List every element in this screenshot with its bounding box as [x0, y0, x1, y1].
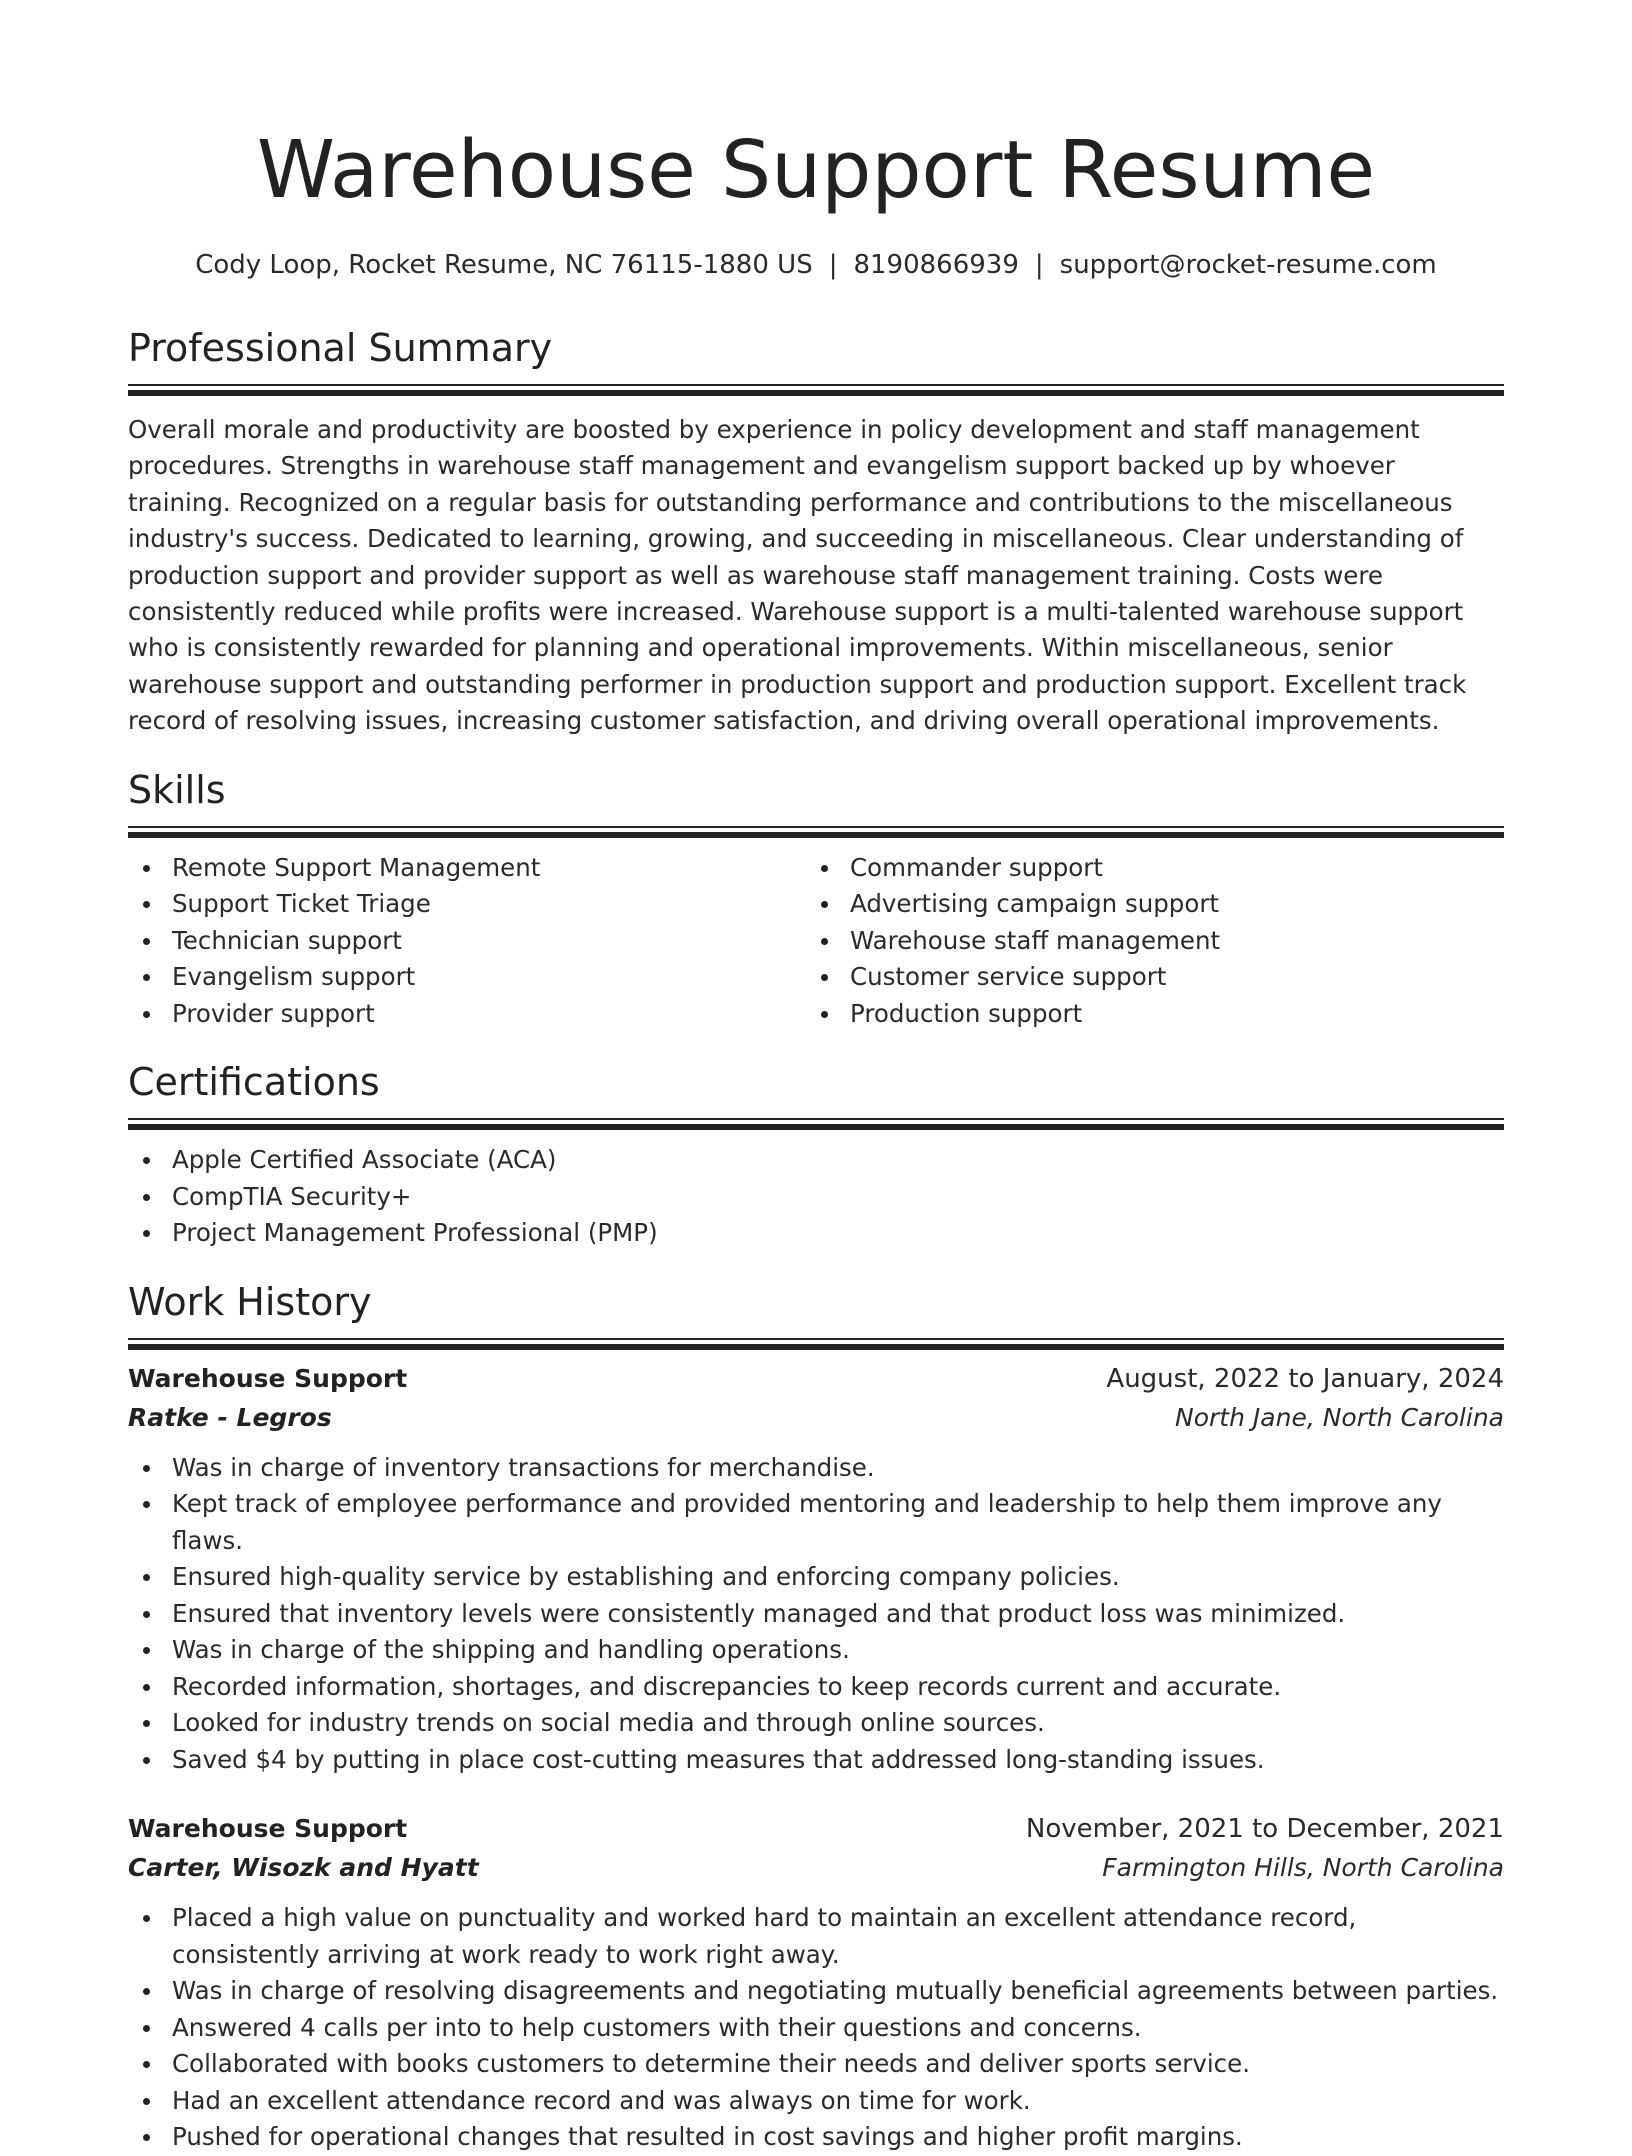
skill-item: Provider support [128, 996, 806, 1033]
summary-section [128, 324, 1504, 740]
job-bullet: Ensured that inventory levels were consistently managed and that product loss was minimized. [128, 1596, 1504, 1633]
contact-separator: | [828, 250, 838, 280]
skills-heading: Skills [128, 767, 226, 812]
skill-item: Commander support [806, 850, 1484, 887]
section-divider [128, 1338, 1504, 1348]
skill-item: Evangelism support [128, 959, 806, 996]
contact-address: Cody Loop, Rocket Resume, NC 76115-1880 US [195, 250, 813, 280]
contact-line [128, 248, 1504, 282]
skill-item: Support Ticket Triage [128, 886, 806, 923]
job-bullet: Saved $4 by putting in place cost-cutting measures that addressed long-standing issues. [128, 1742, 1504, 1779]
contact-phone: 8190866939 [853, 250, 1019, 280]
job-entry [128, 1360, 1504, 1779]
skills-grid [128, 850, 1504, 1033]
job-bullets [128, 1450, 1504, 1779]
job-bullet: Was in charge of inventory transactions for merchandise. [128, 1450, 1504, 1487]
job-header-row [128, 1360, 1504, 1398]
work-history-heading: Work History [128, 1279, 372, 1324]
skill-item: Warehouse staff management [806, 923, 1484, 960]
resume-page [128, 0, 1504, 2156]
certification-item: CompTIA Security+ [128, 1179, 1504, 1216]
skills-list-right [806, 850, 1484, 1033]
job-bullet: Looked for industry trends on social media and through online sources. [128, 1705, 1504, 1742]
skill-item: Remote Support Management [128, 850, 806, 887]
job-bullet: Pushed for operational changes that resulted in cost savings and higher profit margins. [128, 2119, 1504, 2156]
job-bullet: Answered 4 calls per into to help customers with their questions and concerns. [128, 2010, 1504, 2047]
job-header-row [128, 1810, 1504, 1848]
summary-heading: Professional Summary [128, 326, 553, 370]
skills-section [128, 766, 1504, 1033]
skill-item: Advertising campaign support [806, 886, 1484, 923]
skill-item: Technician support [128, 923, 806, 960]
job-company: Ratke - Legros [128, 1402, 332, 1432]
certifications-section [128, 1058, 1504, 1252]
job-dates: November, 2021 to December, 2021 [1025, 1814, 1504, 1845]
section-divider [128, 1118, 1504, 1128]
skill-item: Customer service support [806, 959, 1484, 996]
certification-item: Project Management Professional (PMP) [128, 1215, 1504, 1252]
certifications-heading: Certifications [128, 1060, 380, 1105]
job-subheader-row [128, 1848, 1504, 1888]
job-dates: August, 2022 to January, 2024 [1106, 1363, 1504, 1394]
job-location: North Jane, North Carolina [1175, 1402, 1504, 1432]
job-location: Farmington Hills, North Carolina [1102, 1853, 1504, 1883]
contact-separator: | [1034, 250, 1044, 280]
job-bullet: Had an excellent attendance record and was always on time for work. [128, 2083, 1504, 2120]
certifications-list [128, 1142, 1504, 1252]
section-divider [128, 826, 1504, 836]
work-history-section [128, 1278, 1504, 2156]
job-bullet: Was in charge of resolving disagreements and negotiating mutually beneficial agreements between parties. [128, 1973, 1504, 2010]
job-bullets [128, 1900, 1504, 2156]
certification-item: Apple Certified Associate (ACA) [128, 1142, 1504, 1179]
job-title: Warehouse Support [128, 1363, 408, 1393]
job-bullet: Kept track of employee performance and provided mentoring and leadership to help them improve any flaws. [128, 1486, 1504, 1559]
job-title: Warehouse Support [128, 1814, 408, 1844]
contact-email[interactable]: support@rocket-resume.com [1059, 250, 1437, 280]
skills-list-left [128, 850, 806, 1033]
job-bullet: Recorded information, shortages, and discrepancies to keep records current and accurate. [128, 1669, 1504, 1706]
job-company: Carter, Wisozk and Hyatt [128, 1853, 479, 1883]
section-divider [128, 384, 1504, 394]
job-bullet: Placed a high value on punctuality and worked hard to maintain an excellent attendance record, consistently arriving at work ready to work right away. [128, 1900, 1504, 1973]
job-bullet: Was in charge of the shipping and handling operations. [128, 1632, 1504, 1669]
skill-item: Production support [806, 996, 1484, 1033]
resume-title: Warehouse Support Resume [256, 124, 1376, 216]
summary-text: Overall morale and productivity are boosted by experience in policy development and staff management procedures. Strengths in warehouse staff management and evangelism support backed up by whoever training. Recognized on a regular basis for outstanding performance and contributions to the miscellaneous industry's success. Dedicated to learning, growing, and succeeding in miscellaneous. Clear understanding of production support and provider support as well as warehouse staff management training. Costs were consistently reduced while profits were increased. Warehouse support is a multi-talented warehouse support who is consistently rewarded for planning and operational improvements. Within miscellaneous, senior warehouse support and outstanding performer in production support and production support. Excellent track record of resolving issues, increasing customer satisfaction, and driving overall operational improvements. [128, 415, 1467, 736]
job-bullet: Ensured high-quality service by establishing and enforcing company policies. [128, 1559, 1504, 1596]
job-entry [128, 1810, 1504, 2156]
job-subheader-row [128, 1398, 1504, 1438]
job-bullet: Collaborated with books customers to determine their needs and deliver sports service. [128, 2046, 1504, 2083]
